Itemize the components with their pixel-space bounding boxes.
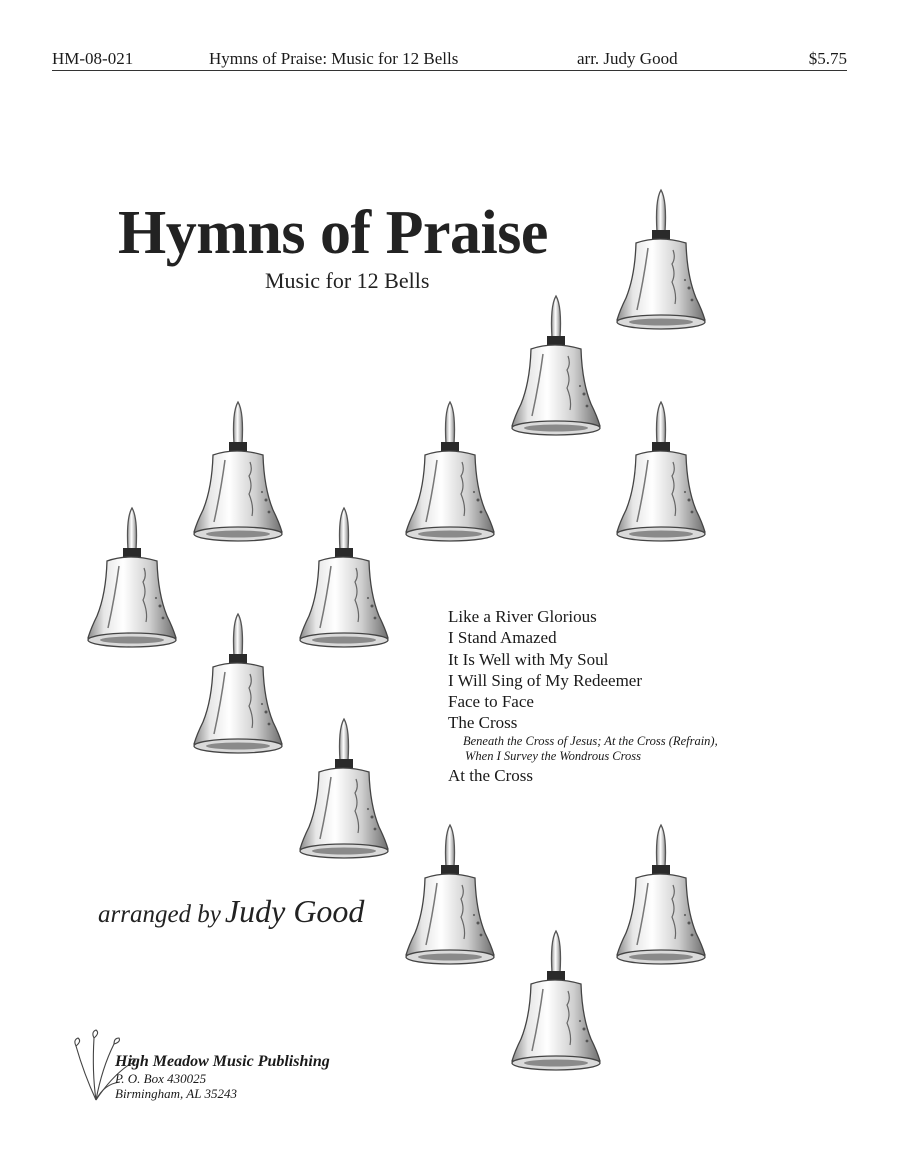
page-subtitle: Music for 12 Bells [265, 268, 430, 293]
song-title: It Is Well with My Soul [448, 649, 609, 669]
arranger-credit [98, 893, 364, 930]
page-title: Hymns of Praise [118, 199, 548, 267]
handbell-icon [512, 296, 600, 435]
handbell-icon [300, 508, 388, 647]
contents-list [448, 606, 718, 786]
price: $5.75 [808, 49, 847, 68]
arranged-by-label: arranged by [98, 901, 221, 928]
song-title: I Will Sing of My Redeemer [448, 670, 642, 690]
medley-note: When I Survey the Wondrous Cross [465, 749, 642, 764]
handbell-icon [406, 825, 494, 964]
arranger-name: Judy Good [224, 893, 365, 929]
handbell-icon [617, 825, 705, 964]
handbell-icon [194, 402, 282, 541]
header-title: Hymns of Praise: Music for 12 Bells [209, 49, 459, 68]
handbell-icon [88, 508, 176, 647]
song-title: Face to Face [448, 692, 534, 712]
handbell-icon [617, 190, 705, 329]
publisher-block [115, 1053, 330, 1101]
medley-note: Beneath the Cross of Jesus; At the Cross (Refrain), [463, 733, 718, 748]
publisher-city: Birmingham, AL 35243 [115, 1086, 237, 1101]
song-title: Like a River Glorious [448, 607, 597, 626]
handbell-icon [300, 719, 388, 858]
publisher-name: High Meadow Music Publishing [115, 1053, 330, 1070]
handbell-icon [194, 614, 282, 753]
handbell-icon [617, 402, 705, 541]
song-title: At the Cross [448, 765, 533, 785]
handbell-icon [406, 402, 494, 541]
header-arranger: arr. Judy Good [577, 49, 678, 68]
song-title: The Cross [448, 713, 518, 733]
publisher-address: P. O. Box 430025 [115, 1071, 207, 1086]
handbell-icon [512, 931, 600, 1070]
catalog-number: HM-08-021 [52, 49, 134, 68]
song-title: I Stand Amazed [448, 628, 557, 648]
